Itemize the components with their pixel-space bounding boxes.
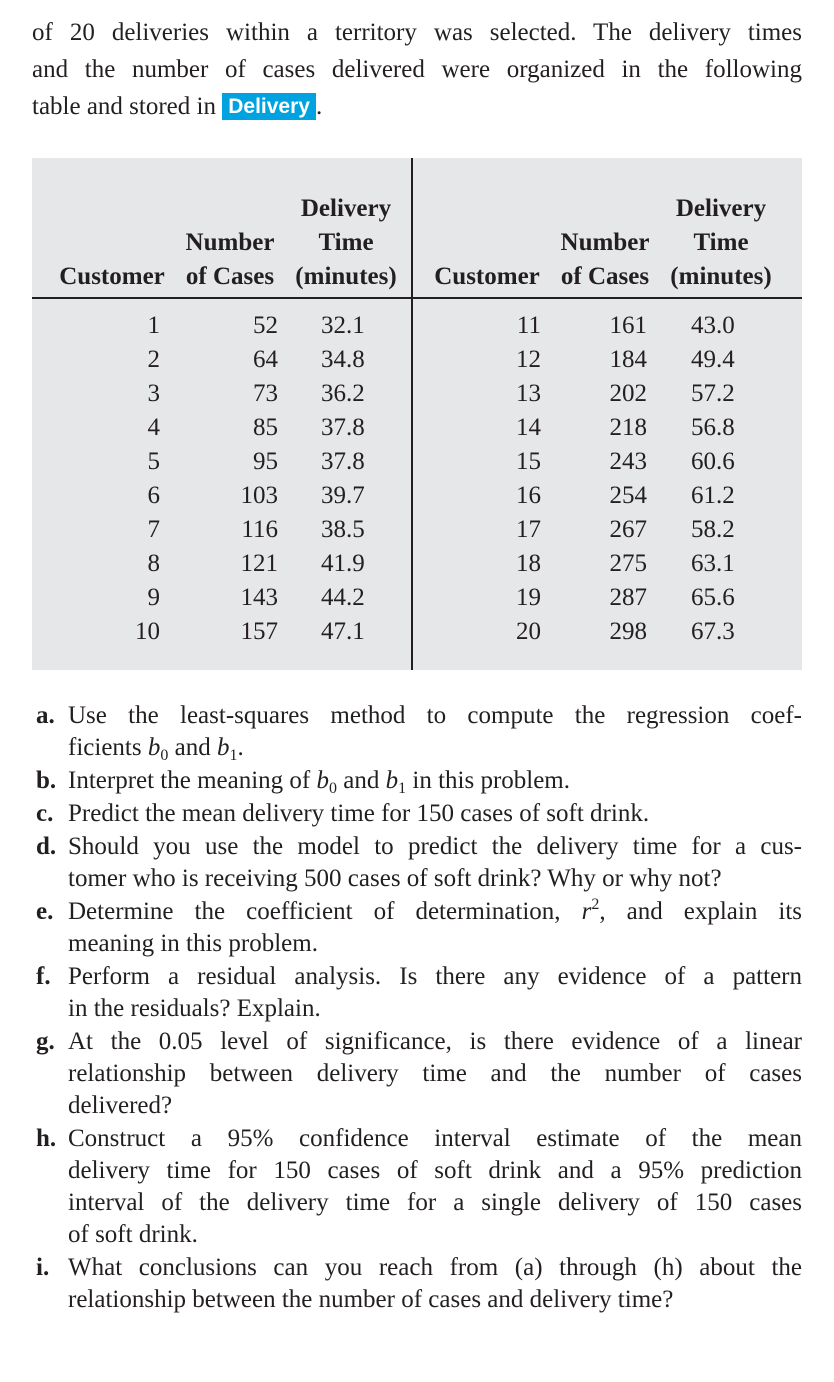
variable-b: b xyxy=(216,734,230,761)
cases-cell: 143 xyxy=(240,584,278,611)
delivery-time-cell: 37.8 xyxy=(321,448,365,475)
question-d-line-2: tomer who is receiving 500 cases of soft drink? Why or why not? xyxy=(68,865,722,892)
question-label: a. xyxy=(36,702,55,729)
question-b xyxy=(32,765,802,797)
cases-cell: 95 xyxy=(253,448,278,475)
question-d-line-1: Should you use the model to predict the delivery time for a cus- xyxy=(68,833,802,860)
question-i xyxy=(32,1252,802,1316)
header-customer xyxy=(427,260,547,294)
customer-cell: 11 xyxy=(516,312,541,339)
question-label: c. xyxy=(36,800,54,827)
customer-cell: 3 xyxy=(147,380,160,407)
question-text: ficients xyxy=(68,734,142,761)
question-h xyxy=(32,1123,802,1251)
right-rows xyxy=(413,309,792,649)
cases-cell: 64 xyxy=(253,346,278,373)
intro-line-2: and the number of cases delivered were organized in the following xyxy=(32,56,802,83)
cases-cell: 267 xyxy=(609,516,647,543)
question-text: . xyxy=(237,734,244,761)
question-c-line-1: Predict the mean delivery time for 150 cases of soft drink. xyxy=(68,800,650,827)
header-time-line-3: (minutes) xyxy=(670,263,772,290)
question-d xyxy=(32,831,802,895)
table-row xyxy=(32,377,411,411)
cases-cell: 243 xyxy=(609,448,647,475)
header-cases-line-1: Number xyxy=(185,229,275,256)
delivery-time-cell: 65.6 xyxy=(691,584,735,611)
delivery-time-cell: 63.1 xyxy=(691,550,735,577)
table-row xyxy=(413,445,792,479)
question-a xyxy=(32,700,802,764)
table-row xyxy=(32,343,411,377)
question-h-line-1: Construct a 95% confidence interval estimate of the mean xyxy=(68,1125,802,1152)
delivery-time-cell: 43.0 xyxy=(691,312,735,339)
intro-line-1: of 20 deliveries within a territory was selected. The delivery times xyxy=(32,19,802,46)
cases-cell: 254 xyxy=(609,482,647,509)
question-g xyxy=(32,1026,802,1122)
subscript: 1 xyxy=(398,780,407,797)
delivery-table xyxy=(32,158,802,670)
table-row xyxy=(413,377,792,411)
header-time-line-1: Delivery xyxy=(300,195,392,222)
question-text: and xyxy=(174,734,211,761)
question-f-line-1: Perform a residual analysis. Is there any evidence of a pattern xyxy=(68,963,802,990)
customer-cell: 1 xyxy=(147,312,160,339)
cases-cell: 218 xyxy=(609,414,647,441)
customer-cell: 10 xyxy=(135,618,160,645)
question-i-line-1: What conclusions can you reach from (a) through (h) about the xyxy=(68,1254,802,1281)
delivery-time-cell: 49.4 xyxy=(691,346,735,373)
cases-cell: 52 xyxy=(253,312,278,339)
cases-cell: 116 xyxy=(241,516,278,543)
delivery-time-cell: 67.3 xyxy=(691,618,735,645)
delivery-time-cell: 44.2 xyxy=(321,584,365,611)
cases-cell: 157 xyxy=(240,618,278,645)
customer-cell: 6 xyxy=(147,482,160,509)
variable-b: b xyxy=(385,767,399,794)
customer-cell: 15 xyxy=(516,448,541,475)
question-text: and xyxy=(343,767,380,794)
delivery-time-cell: 41.9 xyxy=(321,550,365,577)
customer-cell: 7 xyxy=(147,516,160,543)
table-row xyxy=(32,309,411,343)
customer-cell: 12 xyxy=(516,346,541,373)
question-label: e. xyxy=(36,898,54,925)
question-h-line-2: delivery time for 150 cases of soft drink and a 95% prediction xyxy=(68,1157,802,1184)
table-row xyxy=(413,411,792,445)
question-g-line-1: At the 0.05 level of significance, is there evidence of a linear xyxy=(68,1028,802,1055)
customer-cell: 18 xyxy=(516,550,541,577)
header-cases-line-2: of Cases xyxy=(185,263,275,290)
question-i-line-2: relationship between the number of cases and delivery time? xyxy=(68,1286,674,1313)
question-f-line-2: in the residuals? Explain. xyxy=(68,995,321,1022)
cases-cell: 73 xyxy=(253,380,278,407)
question-text: Determine the coefficient of determination, xyxy=(68,898,561,925)
question-label: b. xyxy=(36,767,57,794)
question-f xyxy=(32,961,802,1025)
question-h-line-4: of soft drink. xyxy=(68,1221,198,1248)
question-g-line-2: relationship between delivery time and the number of cases xyxy=(68,1060,802,1087)
table-row xyxy=(413,343,792,377)
delivery-time-cell: 39.7 xyxy=(321,482,365,509)
customer-cell: 20 xyxy=(516,618,541,645)
question-b-line-1 xyxy=(68,765,802,797)
customer-cell: 4 xyxy=(147,414,160,441)
delivery-time-cell: 47.1 xyxy=(321,618,365,645)
question-h-line-3: interval of the delivery time for a single delivery of 150 cases xyxy=(68,1189,802,1216)
customer-cell: 19 xyxy=(516,584,541,611)
header-time-line-2: Time xyxy=(318,229,374,256)
header-cases-line-2: of Cases xyxy=(560,263,650,290)
question-text: , and explain its xyxy=(599,898,802,925)
intro-line-3 xyxy=(32,88,802,125)
left-rows xyxy=(32,309,411,649)
header-time-line-3: (minutes) xyxy=(295,263,397,290)
delivery-time-cell: 32.1 xyxy=(321,312,365,339)
cases-cell: 85 xyxy=(253,414,278,441)
delivery-time-cell: 61.2 xyxy=(691,482,735,509)
question-text: Interpret the meaning of xyxy=(68,767,311,794)
question-e xyxy=(32,896,802,960)
intro-line-3-text: table and stored in xyxy=(32,93,216,120)
customer-cell: 13 xyxy=(516,380,541,407)
subscript: 0 xyxy=(160,747,169,764)
intro-line-3-period: . xyxy=(315,93,323,120)
customer-cell: 5 xyxy=(147,448,160,475)
header-delivery-time xyxy=(286,192,406,294)
table-left-half xyxy=(32,158,411,670)
question-label: h. xyxy=(36,1125,57,1152)
question-g-line-3: delivered? xyxy=(68,1092,173,1119)
customer-cell: 16 xyxy=(516,482,541,509)
question-label: i. xyxy=(36,1254,50,1281)
delivery-time-cell: 38.5 xyxy=(321,516,365,543)
cases-cell: 103 xyxy=(240,482,278,509)
customer-cell: 9 xyxy=(147,584,160,611)
table-row xyxy=(413,547,792,581)
question-label: f. xyxy=(36,963,51,990)
table-row xyxy=(32,513,411,547)
header-customer xyxy=(52,260,172,294)
variable-b: b xyxy=(147,734,161,761)
superscript: 2 xyxy=(591,896,600,913)
subscript: 0 xyxy=(329,780,338,797)
customer-cell: 17 xyxy=(516,516,541,543)
table-row xyxy=(32,581,411,615)
customer-cell: 14 xyxy=(516,414,541,441)
table-row xyxy=(413,615,792,649)
table-right-half xyxy=(413,158,792,670)
intro-paragraph xyxy=(32,14,802,125)
table-row xyxy=(32,411,411,445)
header-number-of-cases xyxy=(175,226,285,294)
question-e-line-1 xyxy=(68,896,802,928)
table-row xyxy=(413,581,792,615)
data-file-tag[interactable]: Delivery xyxy=(222,93,316,120)
question-a-line-1: Use the least-squares method to compute the regression coef- xyxy=(68,702,802,729)
question-a-line-2 xyxy=(68,732,802,764)
table-row xyxy=(32,547,411,581)
table-row xyxy=(413,479,792,513)
cases-cell: 298 xyxy=(609,618,647,645)
table-row xyxy=(413,513,792,547)
header-time-line-2: Time xyxy=(693,229,749,256)
customer-cell: 8 xyxy=(147,550,160,577)
header-customer-label: Customer xyxy=(434,263,540,290)
cases-cell: 287 xyxy=(609,584,647,611)
question-text: in this problem. xyxy=(412,767,571,794)
customer-cell: 2 xyxy=(147,346,160,373)
question-label: d. xyxy=(36,833,57,860)
cases-cell: 121 xyxy=(240,550,278,577)
table-row xyxy=(413,309,792,343)
table-row xyxy=(32,445,411,479)
delivery-time-cell: 58.2 xyxy=(691,516,735,543)
delivery-time-cell: 36.2 xyxy=(321,380,365,407)
question-c xyxy=(32,798,802,830)
subscript: 1 xyxy=(229,747,238,764)
header-customer-label: Customer xyxy=(59,263,165,290)
delivery-time-cell: 60.6 xyxy=(691,448,735,475)
cases-cell: 202 xyxy=(609,380,647,407)
cases-cell: 161 xyxy=(609,312,647,339)
header-time-line-1: Delivery xyxy=(675,195,767,222)
table-row xyxy=(32,615,411,649)
delivery-time-cell: 56.8 xyxy=(691,414,735,441)
header-delivery-time xyxy=(661,192,781,294)
delivery-time-cell: 34.8 xyxy=(321,346,365,373)
header-cases-line-1: Number xyxy=(560,229,650,256)
question-e-line-2: meaning in this problem. xyxy=(68,930,318,957)
table-row xyxy=(32,479,411,513)
delivery-time-cell: 37.8 xyxy=(321,414,365,441)
header-number-of-cases xyxy=(550,226,660,294)
delivery-time-cell: 57.2 xyxy=(691,380,735,407)
variable-r: r xyxy=(581,898,592,925)
question-label: g. xyxy=(36,1028,55,1055)
cases-cell: 184 xyxy=(609,346,647,373)
exercise-questions xyxy=(32,700,802,1317)
variable-b: b xyxy=(316,767,330,794)
cases-cell: 275 xyxy=(609,550,647,577)
